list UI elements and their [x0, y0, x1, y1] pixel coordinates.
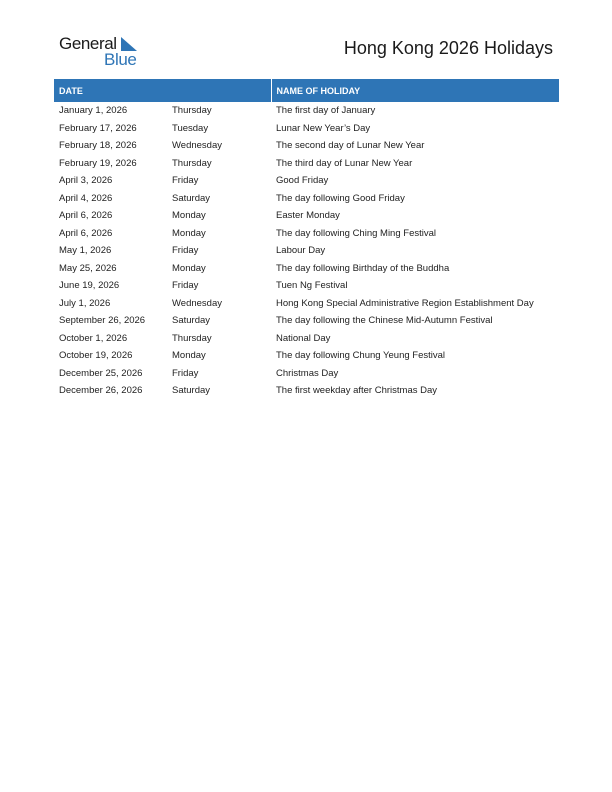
holiday-name-cell: The first weekday after Christmas Day — [276, 385, 438, 397]
table-row — [54, 155, 559, 173]
date-cell: October 19, 2026 — [59, 350, 133, 362]
holiday-name-cell: The first day of January — [276, 105, 376, 117]
logo-text-general: General — [59, 34, 117, 53]
holiday-name-cell: Lunar New Year’s Day — [276, 122, 371, 134]
date-cell: December 25, 2026 — [59, 367, 143, 379]
date-cell: October 1, 2026 — [59, 332, 128, 344]
table-row — [54, 347, 559, 365]
date-cell: February 17, 2026 — [59, 122, 137, 134]
table-row — [54, 102, 559, 120]
table-row — [54, 260, 559, 278]
table-row — [54, 207, 559, 225]
holiday-name-cell: The second day of Lunar New Year — [276, 140, 425, 152]
holiday-name-cell: Tuen Ng Festival — [276, 280, 348, 292]
date-cell: May 1, 2026 — [59, 245, 112, 257]
holiday-column-header: NAME OF HOLIDAY — [271, 79, 559, 102]
weekday-cell: Tuesday — [172, 122, 209, 134]
holiday-name-cell: Good Friday — [276, 175, 329, 187]
weekday-cell: Monday — [172, 227, 206, 239]
weekday-cell: Friday — [172, 367, 199, 379]
weekday-cell: Wednesday — [172, 140, 222, 152]
date-cell: January 1, 2026 — [59, 105, 128, 117]
holiday-name-cell: Easter Monday — [276, 210, 340, 222]
holiday-name-cell: The third day of Lunar New Year — [276, 157, 413, 169]
date-cell: April 6, 2026 — [59, 227, 113, 239]
table-row — [54, 312, 559, 330]
date-cell: April 3, 2026 — [59, 175, 113, 187]
holiday-name-cell: The day following Birthday of the Buddha — [276, 262, 450, 274]
weekday-cell: Saturday — [172, 192, 211, 204]
logo-triangle-icon — [121, 37, 137, 51]
holiday-name-cell: National Day — [276, 332, 331, 344]
date-cell: April 4, 2026 — [59, 192, 113, 204]
date-cell: December 26, 2026 — [59, 385, 143, 397]
table-row — [54, 295, 559, 313]
table-row — [54, 137, 559, 155]
weekday-cell: Monday — [172, 350, 206, 362]
table-row — [54, 382, 559, 400]
weekday-cell: Saturday — [172, 315, 211, 327]
date-cell: September 26, 2026 — [59, 315, 146, 327]
weekday-cell: Monday — [172, 262, 206, 274]
weekday-cell: Friday — [172, 175, 199, 187]
date-cell: February 18, 2026 — [59, 140, 137, 152]
holiday-name-cell: The day following Ching Ming Festival — [276, 227, 436, 239]
holiday-name-cell: The day following the Chinese Mid-Autumn Festival — [276, 315, 493, 327]
date-cell: May 25, 2026 — [59, 262, 117, 274]
table-row — [54, 172, 559, 190]
date-cell: July 1, 2026 — [59, 297, 111, 309]
table-row — [54, 190, 559, 208]
logo-text-blue: Blue — [104, 50, 137, 69]
table-row — [54, 277, 559, 295]
table-body — [54, 102, 559, 400]
weekday-cell: Monday — [172, 210, 206, 222]
date-cell: April 6, 2026 — [59, 210, 113, 222]
weekday-cell: Saturday — [172, 385, 211, 397]
page-title: Hong Kong 2026 Holidays — [343, 38, 553, 58]
weekday-cell: Thursday — [172, 105, 212, 117]
date-cell: June 19, 2026 — [59, 280, 120, 292]
table-row — [54, 365, 559, 383]
holiday-table — [54, 79, 559, 400]
date-cell: February 19, 2026 — [59, 157, 137, 169]
date-column-header: DATE — [54, 79, 271, 102]
table-row — [54, 120, 559, 138]
holiday-name-cell: Hong Kong Special Administrative Region Establishment Day — [276, 297, 534, 309]
table-row — [54, 242, 559, 260]
weekday-cell: Friday — [172, 245, 199, 257]
holiday-name-cell: The day following Chung Yeung Festival — [276, 350, 446, 362]
table-row — [54, 330, 559, 348]
weekday-cell: Friday — [172, 280, 199, 292]
table-header-row — [54, 79, 559, 102]
weekday-cell: Wednesday — [172, 297, 222, 309]
holiday-name-cell: Christmas Day — [276, 367, 339, 379]
table-row — [54, 225, 559, 243]
weekday-cell: Thursday — [172, 332, 212, 344]
weekday-cell: Thursday — [172, 157, 212, 169]
holiday-name-cell: Labour Day — [276, 245, 326, 257]
holiday-name-cell: The day following Good Friday — [276, 192, 405, 204]
generalblue-logo[interactable] — [59, 34, 149, 68]
